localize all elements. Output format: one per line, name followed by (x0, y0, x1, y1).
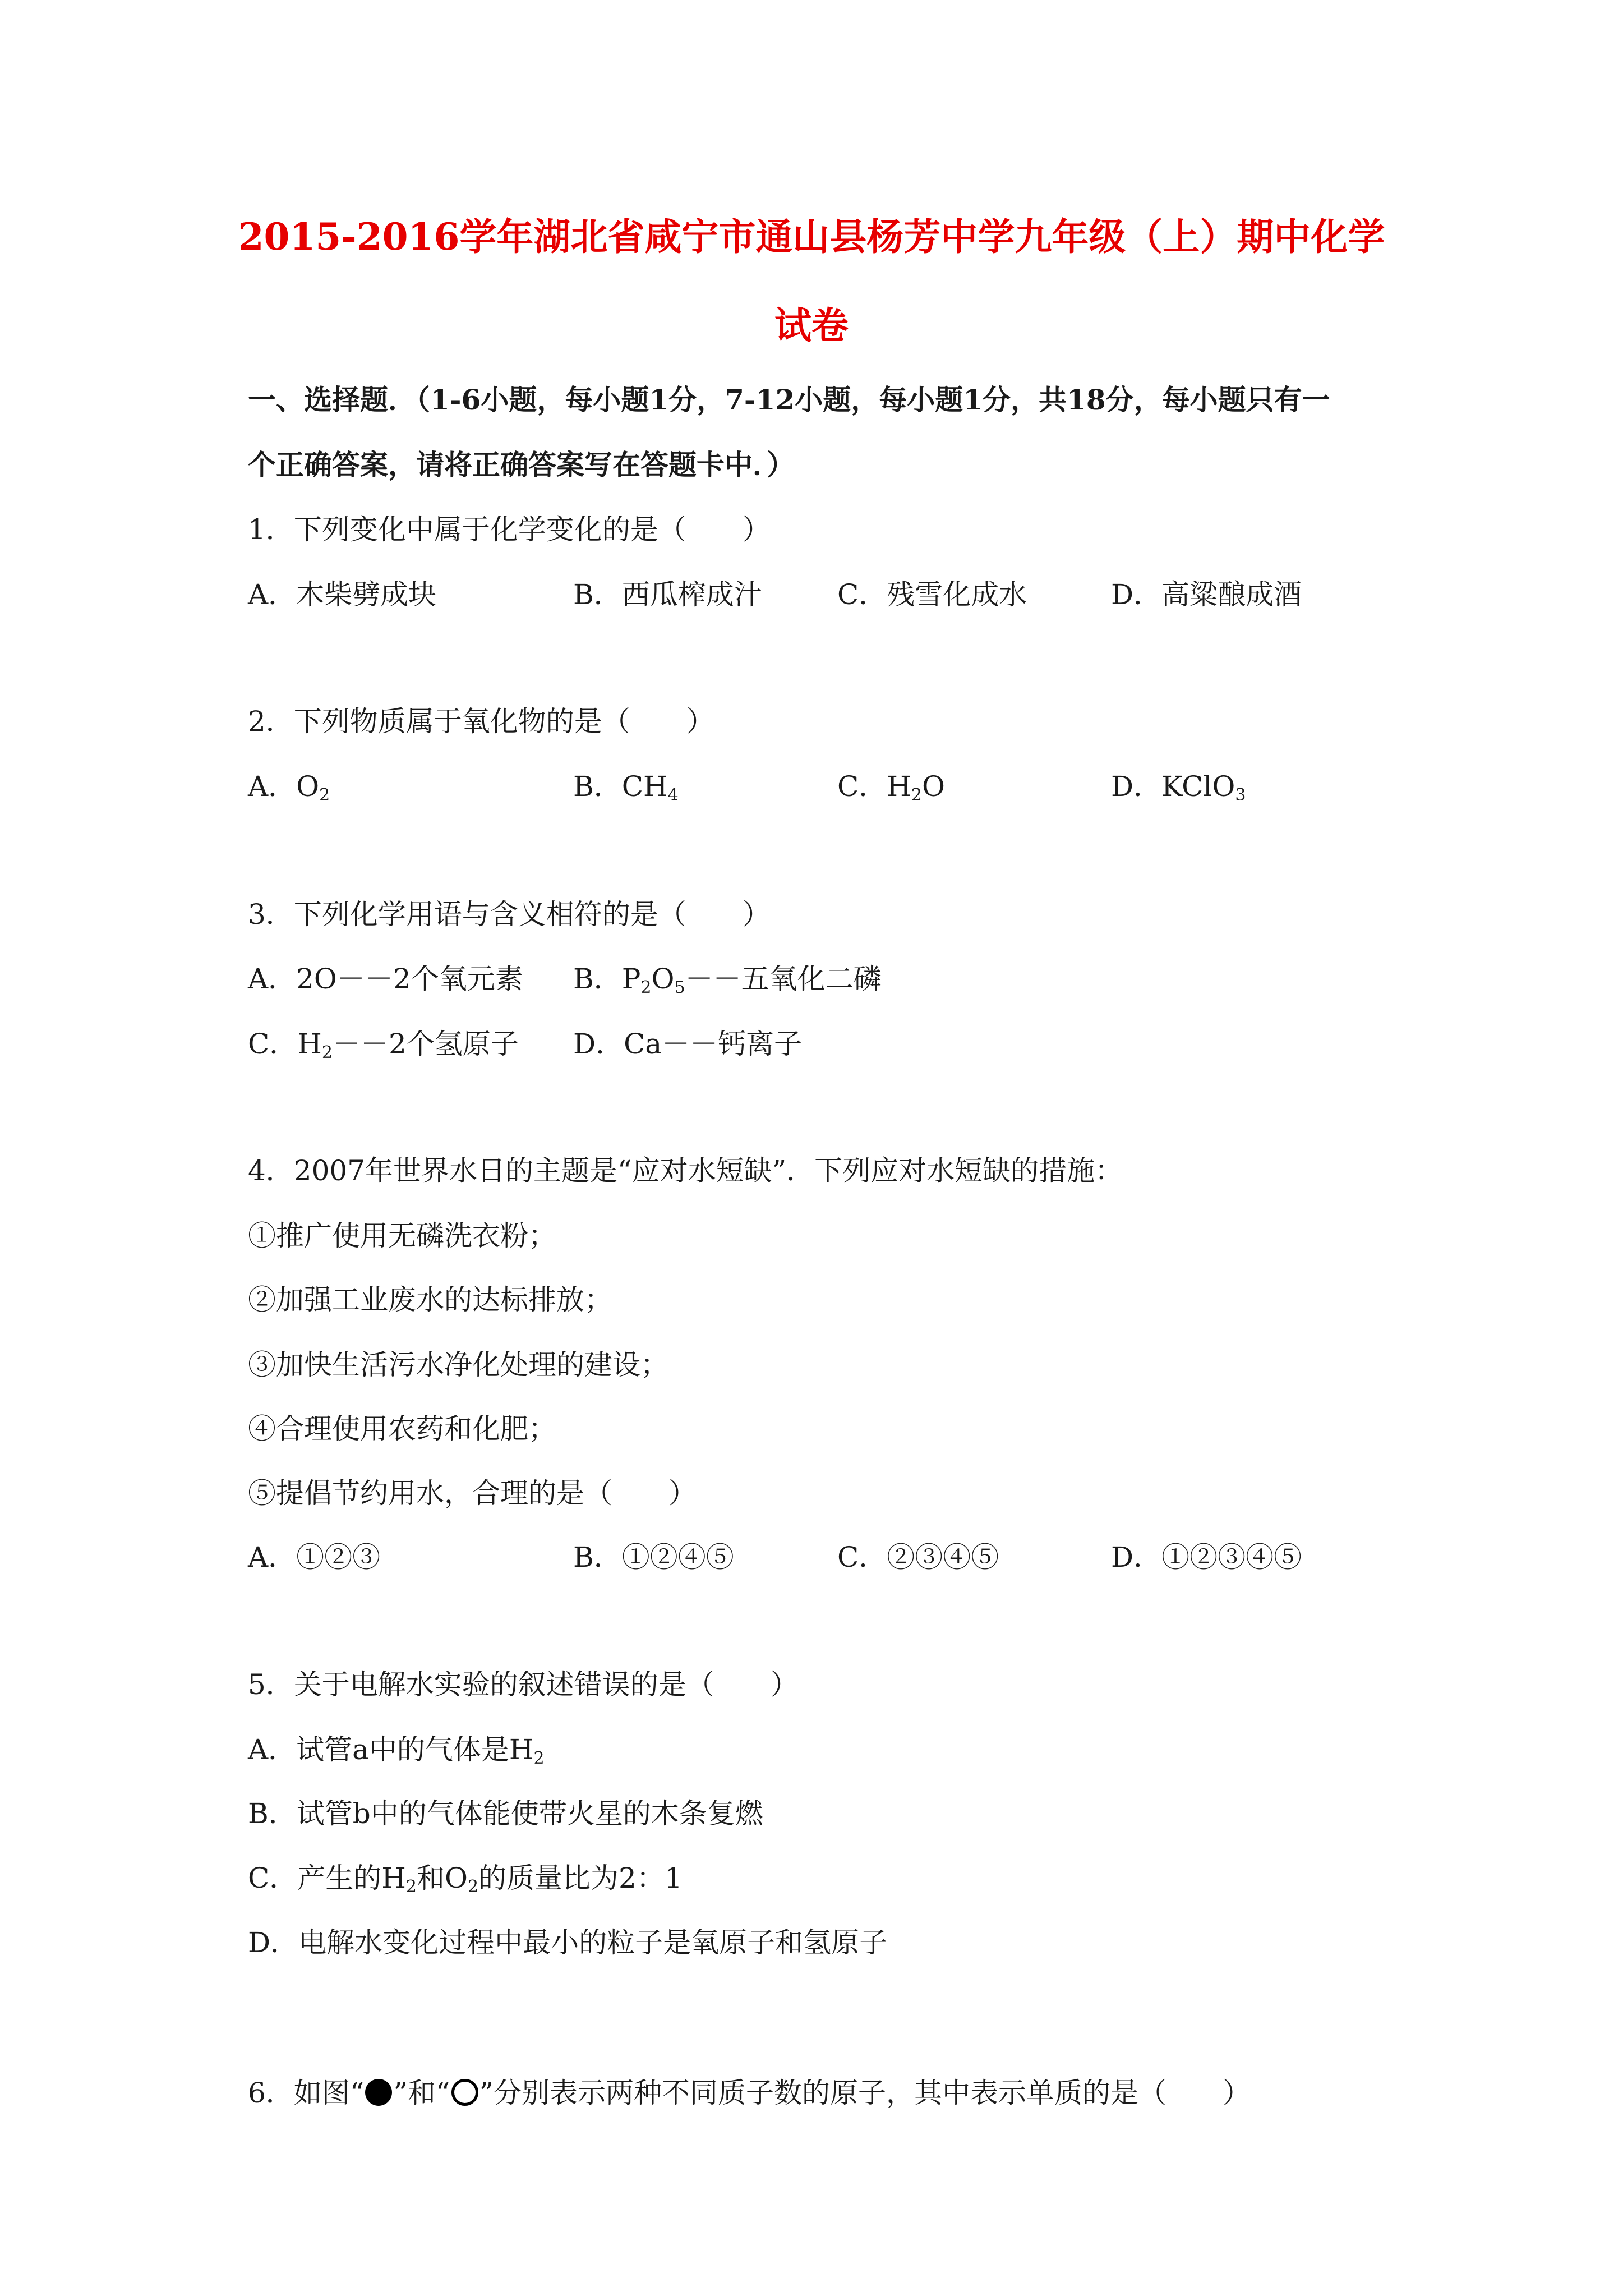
q4-stem: 4．2007年世界水日的主题是“应对水短缺”．下列应对水短缺的措施： (248, 1154, 1123, 1187)
q3-option-c-s1: 2 (321, 1043, 333, 1062)
q6-stem-p1: 6．如图“ (248, 2077, 365, 2109)
q5-option-a-p1: A．试管a中的气体是H (248, 1733, 534, 1766)
hollow-circle-icon (451, 2079, 478, 2106)
q5-option-a-s1: 2 (533, 1749, 545, 1768)
q1-option-a: A．木柴劈成块 (248, 578, 437, 611)
q3-stem: 3．下列化学用语与含义相符的是（ ） (248, 898, 771, 931)
q5-option-c-p1: C．产生的H (248, 1862, 406, 1894)
q3-option-c-p1: C．H (248, 1028, 322, 1060)
q2-option-c-rest: O (921, 770, 945, 803)
q3-option-d: D．Ca－－钙离子 (573, 1028, 803, 1060)
q2-option-a-sub: 2 (319, 785, 330, 805)
q3-option-a: A．2O－－2个氧元素 (248, 963, 523, 995)
q2-option-c-sub: 2 (911, 785, 922, 805)
q4-item-5: ⑤提倡节约用水，合理的是（ ） (248, 1477, 697, 1510)
q4-option-b: B．①②④⑤ (573, 1541, 734, 1573)
q5-option-c-s1: 2 (405, 1877, 417, 1897)
q4-item-1: ①推广使用无磷洗衣粉； (248, 1220, 556, 1252)
q2-stem: 2．下列物质属于氧化物的是（ ） (248, 705, 714, 738)
q6-stem-p2: ”和“ (393, 2077, 450, 2109)
q3-option-c-p2: －－2个氢原子 (332, 1028, 519, 1060)
q3-option-b-s2: 5 (674, 978, 685, 997)
section-heading-line2: 个正确答案，请将正确答案写在答题卡中．） (248, 448, 795, 481)
q2-option-d-text: D．KClO (1111, 770, 1235, 803)
q3-option-b-p2: O (651, 963, 675, 995)
q1-stem: 1．下列变化中属于化学变化的是（ ） (248, 513, 771, 546)
q5-stem: 5．关于电解水实验的叙述错误的是（ ） (248, 1668, 799, 1701)
q5-option-c-p3: 的质量比为2：1 (478, 1862, 683, 1894)
q2-option-b-sub: 4 (667, 785, 679, 805)
q3-option-c (248, 1026, 519, 1062)
section-heading-line1: 一、选择题．（1-6小题，每小题1分，7-12小题，每小题1分，共18分，每小题只有一 (248, 383, 1330, 416)
q4-option-c: C．②③④⑤ (837, 1541, 999, 1573)
q4-item-4: ④合理使用农药和化肥； (248, 1412, 556, 1445)
q5-option-c (248, 1860, 683, 1896)
q5-option-c-s2: 2 (467, 1877, 479, 1897)
exam-title-line2: 试卷 (774, 303, 849, 347)
q5-option-b: B．试管b中的气体能使带火星的木条复燃 (248, 1797, 763, 1830)
q5-option-a (248, 1732, 545, 1768)
q6-stem-p3: ”分别表示两种不同质子数的原子，其中表示单质的是（ ） (479, 2077, 1251, 2109)
q4-item-3: ③加快生活污水净化处理的建设； (248, 1349, 668, 1381)
q3-option-b-p1: B．P (573, 963, 641, 995)
q2-option-b-text: B．CH (573, 770, 668, 803)
q2-option-a-text: A．O (248, 770, 320, 803)
q4-option-d: D．①②③④⑤ (1111, 1541, 1302, 1573)
q2-option-c-text: C．H (837, 770, 911, 803)
q2-option-d-sub: 3 (1235, 785, 1246, 805)
exam-title-line1: 2015-2016学年湖北省咸宁市通山县杨芳中学九年级（上）期中化学 (238, 215, 1385, 259)
q2-option-b (573, 769, 679, 804)
q2-option-d (1111, 769, 1246, 804)
q1-option-c: C．残雪化成水 (837, 578, 1027, 611)
q2-option-a (248, 769, 330, 804)
q3-option-b-p3: －－五氧化二磷 (685, 963, 882, 995)
q1-option-b: B．西瓜榨成汁 (573, 578, 762, 611)
q1-option-d: D．高粱酿成酒 (1111, 578, 1302, 611)
q6-stem (248, 2075, 1251, 2111)
q5-option-d: D．电解水变化过程中最小的粒子是氧原子和氢原子 (248, 1926, 888, 1959)
q2-option-c (837, 769, 945, 804)
q3-option-b (573, 961, 882, 997)
q5-option-c-p2: 和O (416, 1862, 468, 1894)
filled-circle-icon (365, 2079, 392, 2106)
q4-item-2: ②加强工业废水的达标排放； (248, 1283, 612, 1316)
q3-option-b-s1: 2 (640, 978, 652, 997)
q4-option-a: A．①②③ (248, 1541, 381, 1573)
